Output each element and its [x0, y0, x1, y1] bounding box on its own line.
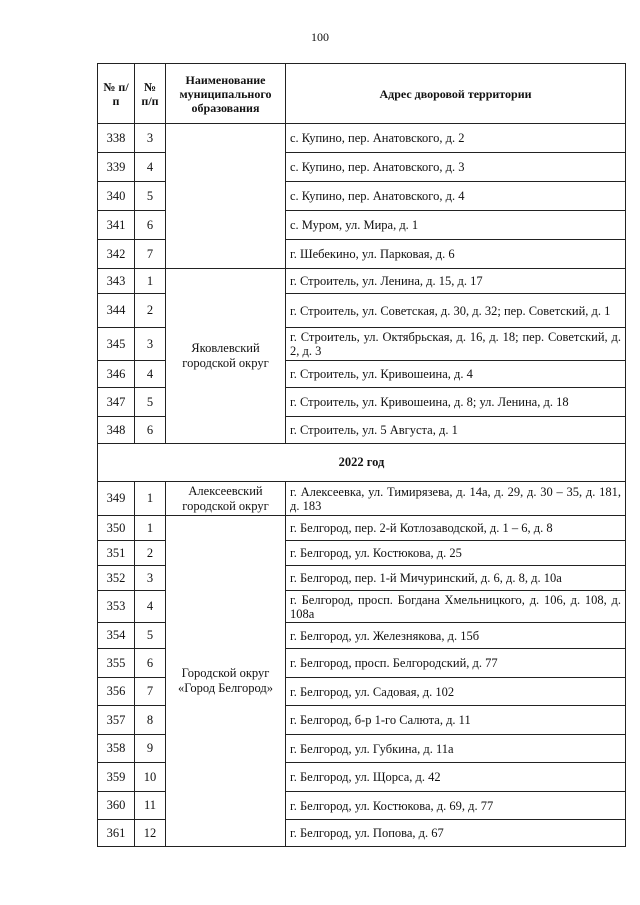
address-cell: г. Строитель, ул. Кривошеина, д. 4 [286, 361, 626, 388]
address-cell: г. Белгород, ул. Губкина, д. 11а [286, 735, 626, 763]
row-number: 339 [98, 153, 135, 182]
row-sub-number: 6 [135, 649, 166, 678]
address-cell: г. Белгород, ул. Железнякова, д. 15б [286, 623, 626, 649]
year-heading: 2022 год [98, 444, 626, 482]
header-sub-num: № п/п [135, 64, 166, 124]
row-sub-number: 3 [135, 124, 166, 153]
address-cell: г. Белгород, пер. 2-й Котлозаводской, д. 1 – 6, д. 8 [286, 516, 626, 541]
row-sub-number: 2 [135, 541, 166, 566]
address-cell: г. Строитель, ул. 5 Августа, д. 1 [286, 417, 626, 444]
municipality-cell: Алексеевский городской округ [166, 482, 286, 516]
address-cell: г. Белгород, просп. Белгородский, д. 77 [286, 649, 626, 678]
address-cell: г. Белгород, просп. Богдана Хмельницкого, д. 106, д. 108, д. 108а [286, 591, 626, 623]
address-cell: г. Белгород, ул. Щорса, д. 42 [286, 763, 626, 792]
row-sub-number: 2 [135, 294, 166, 328]
municipality-cell: Яковлевский городской округ [166, 269, 286, 444]
row-number: 358 [98, 735, 135, 763]
header-row [98, 64, 626, 124]
table-body [98, 124, 626, 847]
row-number: 345 [98, 328, 135, 361]
municipality-cell [166, 124, 286, 269]
address-cell: с. Купино, пер. Анатовского, д. 4 [286, 182, 626, 211]
header-municipality: Наименование муниципального образования [166, 64, 286, 124]
row-sub-number: 4 [135, 591, 166, 623]
address-cell: г. Белгород, б-р 1-го Салюта, д. 11 [286, 706, 626, 735]
row-number: 356 [98, 678, 135, 706]
address-cell: г. Шебекино, ул. Парковая, д. 6 [286, 240, 626, 269]
address-cell: г. Белгород, ул. Попова, д. 67 [286, 820, 626, 847]
row-sub-number: 5 [135, 182, 166, 211]
row-number: 361 [98, 820, 135, 847]
page-number: 100 [311, 30, 329, 44]
address-cell: г. Строитель, ул. Ленина, д. 15, д. 17 [286, 269, 626, 294]
row-number: 342 [98, 240, 135, 269]
row-sub-number: 5 [135, 388, 166, 417]
address-cell: г. Строитель, ул. Кривошеина, д. 8; ул. Ленина, д. 18 [286, 388, 626, 417]
row-number: 357 [98, 706, 135, 735]
address-cell: г. Строитель, ул. Октябрьская, д. 16, д. 18; пер. Советский, д. 2, д. 3 [286, 328, 626, 361]
row-number: 343 [98, 269, 135, 294]
row-sub-number: 3 [135, 328, 166, 361]
header-address: Адрес дворовой территории [286, 64, 626, 124]
row-sub-number: 8 [135, 706, 166, 735]
addresses-table [97, 63, 626, 847]
address-cell: г. Алексеевка, ул. Тимирязева, д. 14а, д. 29, д. 30 – 35, д. 181, д. 183 [286, 482, 626, 516]
row-number: 359 [98, 763, 135, 792]
row-number: 338 [98, 124, 135, 153]
row-number: 355 [98, 649, 135, 678]
address-cell: с. Купино, пер. Анатовского, д. 2 [286, 124, 626, 153]
row-sub-number: 7 [135, 240, 166, 269]
row-sub-number: 5 [135, 623, 166, 649]
table-row [98, 482, 626, 516]
row-sub-number: 7 [135, 678, 166, 706]
row-number: 352 [98, 566, 135, 591]
table-row [98, 269, 626, 294]
row-sub-number: 4 [135, 153, 166, 182]
row-number: 341 [98, 211, 135, 240]
address-cell: г. Белгород, пер. 1-й Мичуринский, д. 6, д. 8, д. 10а [286, 566, 626, 591]
row-sub-number: 1 [135, 516, 166, 541]
row-number: 350 [98, 516, 135, 541]
row-sub-number: 3 [135, 566, 166, 591]
table-row [98, 124, 626, 153]
address-cell: с. Муром, ул. Мира, д. 1 [286, 211, 626, 240]
row-number: 353 [98, 591, 135, 623]
year-row [98, 444, 626, 482]
row-sub-number: 6 [135, 417, 166, 444]
row-number: 351 [98, 541, 135, 566]
address-cell: г. Белгород, ул. Костюкова, д. 69, д. 77 [286, 792, 626, 820]
address-cell: г. Белгород, ул. Костюкова, д. 25 [286, 541, 626, 566]
row-number: 354 [98, 623, 135, 649]
row-number: 347 [98, 388, 135, 417]
row-number: 360 [98, 792, 135, 820]
address-cell: г. Белгород, ул. Садовая, д. 102 [286, 678, 626, 706]
address-cell: с. Купино, пер. Анатовского, д. 3 [286, 153, 626, 182]
row-number: 349 [98, 482, 135, 516]
row-number: 344 [98, 294, 135, 328]
header-num: № п/п [98, 64, 135, 124]
row-sub-number: 6 [135, 211, 166, 240]
row-sub-number: 11 [135, 792, 166, 820]
row-sub-number: 10 [135, 763, 166, 792]
row-sub-number: 1 [135, 269, 166, 294]
address-cell: г. Строитель, ул. Советская, д. 30, д. 32; пер. Советский, д. 1 [286, 294, 626, 328]
row-sub-number: 1 [135, 482, 166, 516]
row-number: 348 [98, 417, 135, 444]
municipality-cell: Городской округ «Город Белгород» [166, 516, 286, 847]
row-number: 346 [98, 361, 135, 388]
row-sub-number: 4 [135, 361, 166, 388]
row-sub-number: 12 [135, 820, 166, 847]
table-row [98, 516, 626, 541]
row-number: 340 [98, 182, 135, 211]
row-sub-number: 9 [135, 735, 166, 763]
